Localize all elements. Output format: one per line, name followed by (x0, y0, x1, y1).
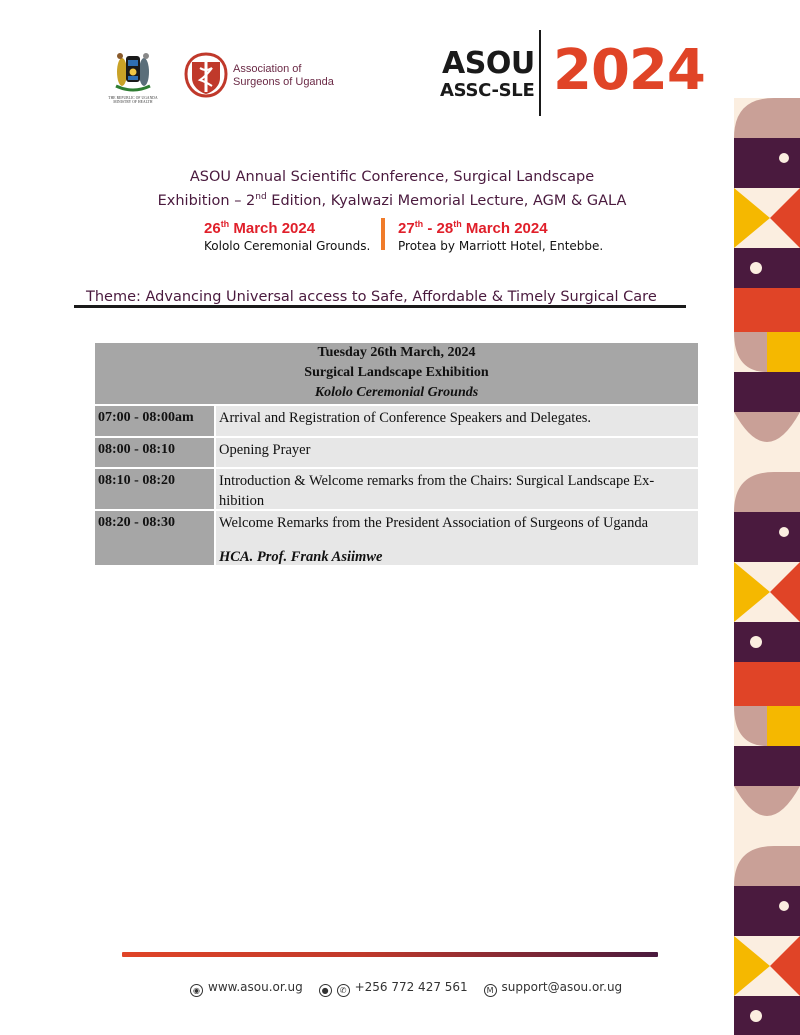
brand-logo (440, 28, 705, 118)
brand-year: 2024 (553, 38, 705, 103)
asu-logo (184, 52, 228, 98)
table-row (95, 406, 698, 436)
brand-assc: ASSC-SLE (440, 80, 535, 101)
row-description: Opening Prayer (216, 438, 698, 467)
globe-icon: ◉ (190, 984, 203, 997)
crest-caption-line2: MINISTRY OF HEALTH (113, 100, 153, 105)
row-time: 08:10 - 08:20 (95, 469, 214, 509)
uganda-crest-logo (104, 46, 162, 108)
crest-caption-line1: THE REPUBLIC OF UGANDA (108, 96, 158, 100)
date-right (398, 219, 603, 238)
coat-of-arms-icon (104, 46, 162, 96)
email-text: support@asou.or.ug (501, 980, 623, 994)
decorative-pattern (734, 98, 800, 1035)
table-row (95, 469, 698, 509)
association-name-line2: Surgeons of Uganda (233, 76, 334, 88)
footer-email[interactable] (484, 980, 623, 994)
conference-title-line2 (100, 189, 684, 213)
title-line2-sup: nd (255, 192, 267, 203)
date-left-sup: th (220, 219, 230, 229)
brand-asou: ASOU (442, 46, 535, 81)
phone-text: +256 772 427 561 (354, 980, 468, 994)
date-left-block (204, 219, 370, 254)
venue-right: Protea by Marriott Hotel, Entebbe. (398, 239, 604, 253)
program-event: Surgical Landscape Exhibition (304, 365, 489, 380)
association-name-line1: Association of (233, 63, 302, 75)
conference-title-line1: ASOU Annual Scientific Conference, Surgical Landscape (189, 169, 595, 185)
row-description: Arrival and Registration of Conference Speakers and Delegates. (216, 406, 698, 436)
mail-icon: M (484, 984, 497, 997)
program-table (95, 343, 698, 565)
program-day: Tuesday 26th March, 2024 (317, 345, 476, 360)
theme-underline (74, 305, 686, 308)
date-right-block (398, 219, 603, 254)
venue-left: Kololo Ceremonial Grounds. (204, 239, 371, 253)
footer-rule (122, 952, 658, 957)
footer-contacts (190, 978, 634, 997)
date-separator (381, 218, 385, 250)
speaker-name: HCA. Prof. Frank Asiimwe (219, 549, 383, 565)
conference-title (100, 165, 684, 213)
title-line2-pre: Exhibition – 2 (157, 193, 256, 209)
date-right-sup2: th (453, 219, 462, 229)
date-left-rest: March 2024 (229, 220, 316, 237)
program-venue: Kololo Ceremonial Grounds (314, 385, 479, 400)
table-row (95, 438, 698, 467)
date-left-day: 26 (204, 220, 221, 237)
date-right-sup: th (414, 219, 424, 229)
program-header (95, 343, 698, 404)
date-right-rest: March 2024 (461, 220, 548, 237)
theme-text: Theme: Advancing Universal access to Safe, Affordable & Timely Surgical Care (86, 289, 657, 305)
date-right-mid: - 28 (423, 220, 454, 237)
row-time: 07:00 - 08:00am (95, 406, 214, 436)
row-description-text: Welcome Remarks from the President Association of Surgeons of Uganda (219, 515, 649, 531)
table-row (95, 511, 698, 565)
date-right-day: 27 (398, 220, 415, 237)
whatsapp-icon: ● (319, 984, 332, 997)
row-description: Introduction & Welcome remarks from the Chairs: Surgical Landscape Ex-hibition (216, 469, 698, 509)
website-text: www.asou.or.ug (208, 980, 303, 994)
footer-website[interactable] (190, 980, 303, 994)
phone-icon: ✆ (337, 984, 350, 997)
association-emblem-icon (184, 52, 228, 98)
footer-phone[interactable] (319, 980, 468, 994)
row-description (216, 511, 698, 565)
association-name (233, 63, 334, 89)
row-time: 08:20 - 08:30 (95, 511, 214, 565)
date-left (204, 219, 370, 238)
brand-divider (539, 30, 541, 116)
title-line2-post: Edition, Kyalwazi Memorial Lecture, AGM & GALA (266, 193, 627, 209)
row-time: 08:00 - 08:10 (95, 438, 214, 467)
